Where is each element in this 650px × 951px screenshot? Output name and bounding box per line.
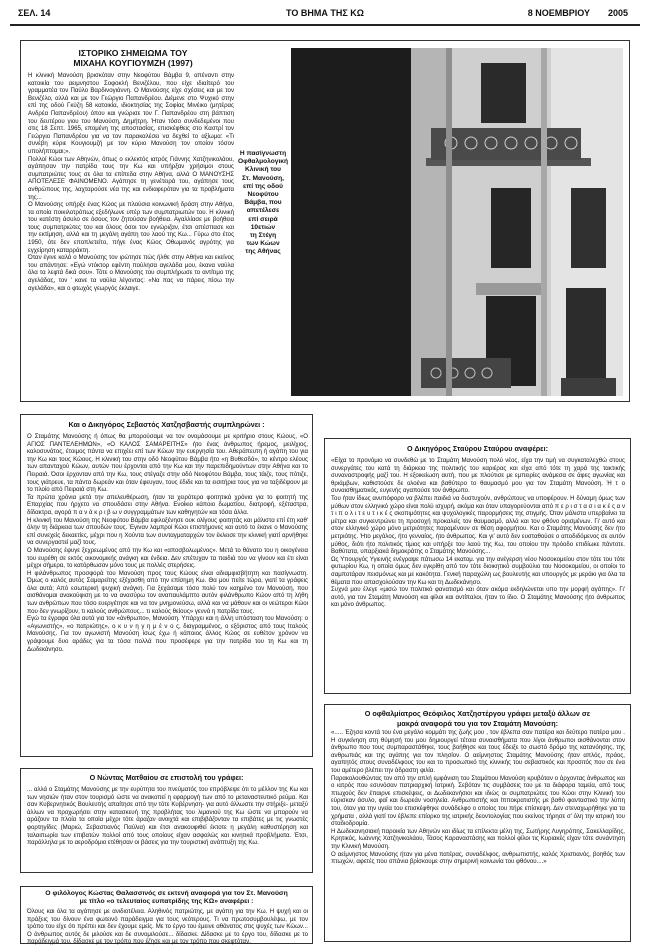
kostas-article-title <box>24 890 309 907</box>
header-rule <box>10 24 640 26</box>
nontas-article-body: ... αλλά ο Σταμάτης Μανούσης με την ευρύτητα του πνεύματός του επρόβλεψε ότι το μέλλον της Κω και των νησιών ήταν στον τουρισμό ώστε να ανακοπεί η εφαρμογή των από το μεταναστευτικό ρεύμα. Και σαν Κυβερνητικός Βουλευτής απαίτησε από την τότε Κυβέρνηση- για αυτό άλλωστε την στήριξε- μεταξύ άλλων να προχωρήσει στην κατασκευή της προβλήτας του λιμανιού της Κω ώστε να μπορούν να αράζουν τα πλοία τα οποία μέχρι τότε άραζαν ανοιχτά και επιβιβάζονταν τα επιβάτες με τις γνωστές φορτηγίδες (Μαριώ, Σεβαστιανός Παύλια) και έτσι ανακουφιθεί έκτοτε η μεγάλη καθυστέρηση και ταλαιπωρία των επιβατών πολλοί από τους οποίους είχαν ασφαλώς και κινητικά προβλήματα. Έτσι, παράλληλα με το αεροδρόμιο ετέθησαν οι βάσεις για την τουριστική ανάπτυξη της Κω. <box>27 786 308 847</box>
theofilos-article-title-line2: μακρά αναφορά του για τον Σταμάτη Μανούση: <box>397 719 558 728</box>
kostas-article-title-line1: Ο φιλόλογος Κώστας Θαλασσινός σε εκτενή αναφορά για τον Στ. Μανούση <box>45 890 288 897</box>
clinic-building-image <box>291 48 623 396</box>
sevastos-article-body: Ο Σταμάτης Μανούσης ή όπως θα μπορούσαμε να τον ονομάσουμε με κριτήριο στους Κώους, «Ο ΑΓΙΟΣ ΠΑΝΤΕΛΕΗΜΩΝ», «Ο ΚΑΛΟΣ ΣΑΜΑΡΕΙΤΗΣ» ήτο ένας άνθρωπος ήρεμος, μειλίχιος, καλοσυνάτος, έτοιμος πάντα να επιχέει επί των Κώων την ευεργησία του. Αθεράπευτη ή αγάπη του για την Κω και τους Κώους. Η κλινική του στην οδό Νεοφύτου Βάμβα ήτο «η Βυθεσδά», το κέντρο ελέους των απανταχού Κώων, αυτών που έρχονται από την Κω και την παρεπιδημούντων στην Αθήνα και το Πειραιά. Όσοι έρχονταν από την Κω, τους στέγαζε στην οδό Νεοφύτου Βάμβα, τους τάιζε, τους πότιζε, τους γιάτρευε, τα πάντα δωρεάν και όταν έφευγαν, τους έδιδε και τα εισιτήρια τους για να ταξιδέψουν με το πλοίο από Πειραιά στη Κω. Τα πρώτα χρόνια μετά την απελευθέρωση, ήταν τα χειρότερα φοιτητικά χρόνια για το φοιτητή της Επαρχίας που ήρχετο να σπουδάσει στην Αθήνα. Ενοίκιο κάποιο δωματίου, διατροφή, εξέταστρα, δίδακτρα, αγορά π α ν ά κ ρ ι β ω ν συγγραμμάτων των καθηγητών και τόσα άλλα. Η κλινική του Μανούση της Νεοφύτου Βάμβα εφιλοξένησε ουκ ολίγους φοιτητάς και μάλιστα επί έτη καθ' όλην τη διάρκεια των σπουδών τους. Έγιναν λαμπροί Κώοι επιστήμονες και αυτό το έκανε ο Μανούσης επί συνεχείς δεκαετίες, μέχρι που η Χούντα των συνταγματαρχών τον έκλεισε την κλινική γιατί αρνήθηκε να συνεργαστεί μαζί τους. Ο Μανούσης έφυγε ξεχρεωμένος από την Κω και «αποσβολωμένος». Μετά το θάνατο του η οικογένεια του ευρέθη σε εκτός οικονομικής ανάγκη και ένδεια. Δεν επέτυχαν τα παιδιά του να γίνουν και έτι είναι μέχρι σήμερα, το κατόρθωσαν μόνο τους με πολλές στερήσεις. Η φιλάνθρωπος προσφορά του Μανούση προς τους Κώους είναι αδιαμφισβήτητη και πασίγνωστη. Όμως ο καλός αυτός Σαμαρείτης εξέχασθη από την επίσημη Κω. Θα μου πείτε τώρα, γιατί τα γράφεις όλα αυτά; Από εσωτερική ψυχική ανάγκη. Για ξεχάσαμε τόσο πολύ τον καημένο τον Μανούση, που αισθάνομαι ανακούφιση με το να ανασύρω τον αναπαυλάμπτο αυτόν φιλάνθρωπο Κώον από τη λήθη των ανθρώπων που τόσο ευεργέτησε και να τον μνημονεύσω, αλλά και να μάθουν και οι νεώτεροι Κώοι που δεν γνωρίζουν, τι καλούς ανθρώπους... τι καλούς θείους» γεννά η πατρίδα τους. Εγώ τα έγραφα όλα αυτά για τον «άνθρωπο», Μανούση. Υπάρχει και η άλλη υπόσταση του Μανούση: ο «Αγωνιστής», «ο πατριώτης», ο κ υ ν η γ η μ έ ν ο ς, διαγραμμένος, ο εξόριστος από τους Ιταλούς Μανούσης. Για τον αγωνιστή Μανούση ίσως έχω ή κάποιος άλλος Κώος σε ευθέτον χρόνον να γράψουμε δυο αράδες για τα τόσα πολλά που προσέφερε για την πατρίδα του τη Κω και τη Δωδεκάνησο. <box>27 433 308 653</box>
theofilos-article-title-line1: Ο οφθαλμίατρος Θεόφιλος Χατζηστέργου γράφει μεταξύ άλλων σε <box>364 709 591 718</box>
page-header <box>0 8 650 24</box>
theofilos-article-title <box>328 709 627 729</box>
top-article-title-line2: ΜΙΧΑΗΛ ΚΟΥΓΙΟΥΜΖΗ (1997) <box>73 58 193 68</box>
issue-year: 2005 <box>607 8 628 18</box>
nontas-article-title: Ο Νώντας Ματθαίου σε επιστολή του γράφει: <box>89 773 244 782</box>
top-article-body: Η κλινική Μανούση βρισκόταν στην Νεοφύτου Βάμβα 9, απέναντι στην κατοικία του αειμνηστου Σοφοκλή Βενιζέλου, που είχε ιδιαίτερό του γραμματέα τον Παύλο Βαρδινογιάννη. Ο Μανούσης είχε σχέσεις και με τον Βενιζέλο, αλλά και με τον Γεώργιο Παπανδρέου. Διέμενε στο Ψυχικό στην επί της οδού Γκύζη 58 κατοικία, ιδιοκτησίας της Σοφίας Μινέικο (μητέρας Ανδρέα Παπανδρέου) όπου και γνώρισε τον Γ. Παπανδρέου στη βάπτιση του δευτέρου γιου του Μανούση, Δημήτρη. Ήταν τόσο συνδεδεμένοι που στις 18 Σεπτ. 1965, επομένη της αποστασίας, επισκέφθεις στο Καστρί τον Γεώργιο Παπανδρέου για να τον παρακαλέσει να δεχθεί το αξίωμα: «Τι συνέβη κύριε Κουγιουμζή με τον κύριο Μανούση τον οποίον τόσον υπολήπτομαι;». Πολλοί Κώοι των Αθηνών, όπως ο εκλεκτός ιατρός Γιάννης Χατζηνικολάου, αγάπησαν την πατρίδα τους την Κω και υπήρξαν χρήσιμοι στους συμπατριώτες τους σε όλα τα επίπεδα στην Αθήνα, αλλά Ο ΜΑΝΟΥΣΗΣ ΑΠΟΤΕΛΕΣΕ ΦΑΙΝΟΜΕΝΟ. Αγάπησε τη γενέτειρά του, αγάπησε τους ανθρώπους της, λαχταρούσε νέα της και ενδιαφερόταν για τα προβλήματα της... Ο Μανούσης υπήρξε ένας Κώος με πλούσια κοινωνική δράση στην Αθήνα, τα οποία ποικιλοτρόπως εξεδήλωνε υπέρ των συμπατριωτών του. Η κλινική του κατέστη άσυλο σε όσους τον ζητούσαν βοήθεια. Αγαλλίασε με βοήθεια τους συμπατριώτες του και όλους όσοι τον εγνώριζαν, έτσι απέσπασε και την εκτίμηση, αλλά και τη μεγάλη αγάπη του λαού της Κω... Γύρω στο έτος 1950, ότε δεν εποπλετείτο, πήγε ένας Κώος Οθωμανός αγρότης για εγχείρηση καταρράκτη. Όταν έγινε καλά ο Μανούσης τον ιρώτησε πώς ήλθε στην Αθήνα και εκείνος του απάντησε: «Εγώ ντόκτορ εφέντη πούλησα αγελάδα μου, έκανα ναύλα όλα τα λεφτά δικά σου». Τότε ο Μανούσης του συμπλήρωσε το αντίτιμο της αγελάδας, τον ' κανε τα ναύλα λέγοντας: «Να πας να πάρεις πίσω την αγελάδα», και ο φτωχός γεωργός έκλαιγε. <box>28 72 234 292</box>
kostas-article-title-line2: με τίτλο «ο τελευταίος ευπατρίδης της ΚΩ» αναφέρει : <box>79 898 254 906</box>
stavros-article-body: «Είχα το προνόμιο να συνδεθώ με το Σταμάτη Μανούση πολύ νέος, είχα την τιμή να συγκαταλεχθώ στους συνεργάτες του κατά τη διάρκεια της πολιτικής του καριέρας και είχα από τότε τη χαρά της τακτικής συναναστροφής μαζί του. Η εξοικείωση αυτή, που με πλούτισε με εμπειρίες ανάμεσα σε άφες αγωνίας και θριάμβων, καθιστούσε δε ολοένα και βαθύτερο το θαυμασμό μου για τον Σταμάτη Μανούση. Ή τ ο συναισθηματικός, ευγενής αγαπούσε τον άνθρωπο. Του ήταν ίδιως ανυπόφορο να βλέπει παιδιά να δυστυχούν, ανθρώπους να υποφέρουν. Η δύναμη όμως των μύθων στον ελληνικό χώρο είναι πολύ ισχυρή, ακόμα και όταν υπαγορεύονται από π ε ρ ι σ τ α σ ι α κ έ ς α ν τ ι π ο λ ι τ ε υ τ ι κ έ ς σκοπιμότητες και ψυχολογικές παρορμήσεις της στιγμής. Όταν μάλιστα υπερβαίνει τα μέτρα και συγκεντρώνει τη προσοχή προκαλείς τον θαυμασμό, αλλά και τον φθόνο ορισμένων. Γι' αυτό και στον ελληνικό χώρο μόνο μετριότητες παραμένουν σε θέση αφορμήτου. Και ο Σταμάτης Μανούσης δεν ήτο μετριότης. Ήτο μεγάλος, ήτο γενναίος, ήτο άνθρωπος. Και γι' αυτό δεν ευσταθούσε ο αποδιδόμενος σε αυτόν μύθος, διότι ήτο πολιτικός τίμιος και υπήρξε του λαού της Κω, του οποίου την πρόοδο επιδίωκε πάντοτε. Βαθύτατα, υπαρξιακά δημοκράτης ο Σταμάτης Μανούσης... Ως Υπουργός Υγιεινής ενέγραψε πάτωσω 14 εκατομ. για την ανέγερση νέου Νοσοκομείου στον τότε του τότε φυτωρίου Κω, η οποία όμως δεν εγκρίθη από τον τότε διοικητικό συμβούλιο του Νοσοκομείου, οι οποίοι το σαμποτάραν πεισμόνως και με κακότητα. Γενική παραχώλη ως βουλευτής και υπουργός με μεράκι για όλα τα θέματα που απασχολούσαν την Κω και τη Δωδεκάνησο. Συχνά μου έλεγε «μισώ τον πολιτικό φανατισμό και όταν ακόμα εκδηλώνεται υπο την μορφή αγάπης». Γι' αυτό, για τον Σταμάτη Μανούση και φίλοι και αντίπαλοι, ήταν το ίδιο. Ο Σταμάτης Μανούσης ήτο άνθρωπος και μόνο άνθρωπος. <box>331 457 625 609</box>
photo-caption: Η πασίγνωστη Οφθαλμολογική Κλινική του Στ. Μανούση, επί της οδού Νεοφύτου Βάμβα, που απετέλεσε επί σειρά 10ετιών τη Στέγη των Κώων της Αθήνας <box>237 150 288 256</box>
kostas-article-body: Όλους και όλα τα αγάπησε με ανιδιοτέλεια. Αληθινός πατριώτης, με αγάπη για την Κω. Η ψυχή και οι πράξεις του δίνουν ένα φωτεινό παράδειγμα για τους νεότερους. Τι να πρωτοσυμβουλέψω, με τον τρόπο του είχε ότι πρέπει και δεν έχουμε εμείς. Με το έργο του έμεινε αθάνατος στις ψυχές των Κώων... Ο άνθρωπος αυτός δε μιλούσε και δε συνομιλούσε... δίδασκε. Δίδασκε με το έργο του, δίδασκε με το παράδειγμά του, δίδασκε με τον τρόπο που έζησε και με τον τρόπο που σκεφτόταν. <box>27 908 308 946</box>
top-article-title-line1: ΙΣΤΟΡΙΚΟ ΣΗΜΕΙΩΜΑ ΤΟΥ <box>78 48 188 58</box>
page-number: ΣΕΛ. 14 <box>18 8 51 18</box>
clinic-building-photo <box>291 48 623 396</box>
theofilos-article-body: «..... Έζησα κοντά του ένα μεγάλο κομμάτι της ζωής μου , τον έβλεπα σαν πατέρα και δεύτερο πατέρα μου . Η συγκίνηση στη θύμησή του μου δημιουργεί τέτοια συναισθήματα που λίγοι άνθρωποι αισθάνονται στον άνθρωπο που τους συμπαραστάθηκε, τους βοήθησε και τους έδειξε το σωστό δρόμο της κατανόησης, της ανθρωπιάς και της αγάπης για τον πλησίον. Ο αείμνηστος Σταμάτης Μανούσης ήταν απλός, πράος, αγαπητός στους συναδέλφους του και το προσωπικό της κλινικής του σεβαστικός και προσιτός που σε ένα του αμέτερο βλέπει την άδραστη φιλία. Παρακολουθώντας τον από την απλή εμφάνιση του Σταμάτιου Μανούση κρυβόταν ο άρχοντας άνθρωπος και ο ιατρός που εσυνόσαν πατριαρχική Ιατρική. Σεβόταν τις συμβάσεις του με τα διάφορα ταμεία, από τους πτωχούς δεν έπαιρνε επισκέψεις, οι Δωδεκανήσιοι και ιδιώς οι συμπατριώτες του Κώοι στην Κλινική του εύρισκαν άσυλο, φαΐ και δωρεάν νοσηλεία. Ανθρωπιστής και Ιπποκρατιστής με βαθύ φανταστικό την λύπη του, όταν για την υγεία του επισκέφθηκε συνάδελφο ο οποίος του πήρε επίσκεψη. Δεν στεναχωρήθηκε για τα χρήματα , αλλά γιατί τον έβλεπε επίορκο της ιατρικής δεοντολογίας που εκείνος τήρησε σ' όλη την ιατρική του σταδιοδρομία. Η Δωδεκανησιακή παροικία των Αθηνών και ιδίως τα επίλεκτα μέλη της, Σωτήρης Λυγηρόπης, Σακελλαρίδης, Κρητικός, Ιωάννης Χατζηνικολάου, Τάσος Καραναστάσης και πολλοί φίλοι τις Κυριακές είχαν τότε συνάντηση την Κλινική Μανούση. Ο αείμνηστος Μανούσης ήταν για μένα πατέρας, συναδέλφος, ανθρωπιστής, καλός Χριστιανός, βοηθός των πτωχών, αφετές που σπάνια βρίσκουμε στην σημερινή κοινωνία του φθόνου....» <box>331 729 625 866</box>
sevastos-article-title: Και ο Δικηγόρος Σεβαστός Χατζησβαστής συμπληρώνει : <box>68 420 265 429</box>
publication-name: ΤΟ ΒΗΜΑ ΤΗΣ ΚΩ <box>286 8 364 18</box>
top-article-title <box>28 48 238 68</box>
issue-date: 8 ΝΟΕΜΒΡΙΟΥ <box>527 8 590 18</box>
stavros-article-title: Ο Δικηγόρος Σταύρου Σταύρου αναφέρει: <box>407 444 548 453</box>
